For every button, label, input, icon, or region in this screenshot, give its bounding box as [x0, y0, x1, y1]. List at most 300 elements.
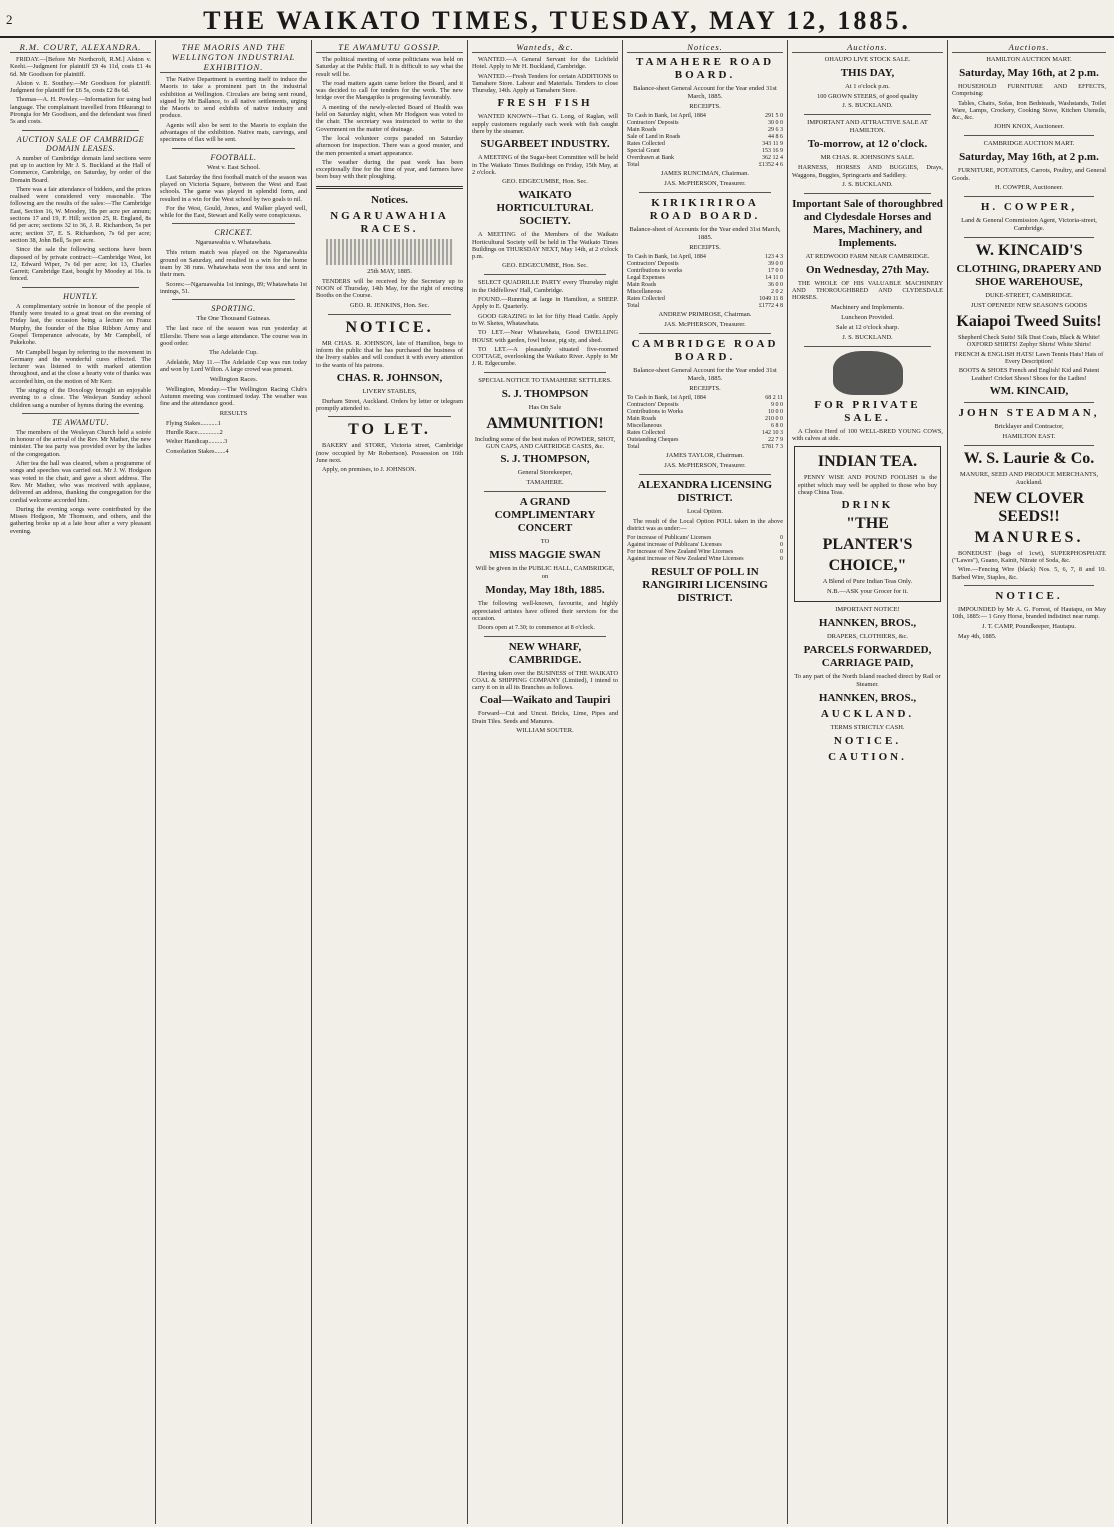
- tomorrow: To-morrow, at 12 o'clock.: [807, 138, 928, 151]
- account-amount: 2 0 2: [771, 289, 783, 295]
- rm-court-p2: Alston v. E. Southey.—Mr Goodison for plaintiff. Judgment for plaintiff for £6 5s, costs £2 8s 6d.: [10, 79, 151, 95]
- account-row: [627, 120, 783, 127]
- football-p1: Last Saturday the first football match of the season was played on Victoria Square, between the West and East schools. The game was played in splendid form, and resulted in a win for the West school by two goals to nil.: [160, 173, 307, 203]
- wanteds-heading: Wanteds, &c.: [472, 42, 618, 53]
- tea-the: "THE: [846, 515, 889, 533]
- auctions-heading: Auctions.: [952, 42, 1106, 53]
- account-amount: 30 0 0: [768, 120, 783, 126]
- receipts-label: RECEIPTS.: [689, 244, 721, 251]
- account-item: Contributions to works: [627, 268, 683, 274]
- machinery-text: THE WHOLE OF HIS VALUABLE MACHINERY AND THOROUGHBRED AND CLYDESDALE HORSES.: [792, 279, 943, 302]
- account-amount: 0: [780, 541, 783, 548]
- saturday-2: Saturday, May 16th, at 2 p.m.: [959, 151, 1099, 164]
- balance-sheet-title: Balance-sheet General Account for the Year ended 31st March, 1885.: [633, 367, 777, 382]
- concert-doors: Doors open at 7.30; to commence at 8 o'clock.: [478, 624, 595, 632]
- account-row: [627, 423, 783, 430]
- column-7: [948, 40, 1110, 1524]
- small-ad: GOOD GRAZING to let for fifty Head Cattle. Apply to W. Sketes, Whatawhata.: [472, 312, 618, 327]
- impounded: IMPOUNDED by Mr A. G. Forrest, of Hautapu, on May 10th, 1885:— 1 Grey Horse, branded indistinct near rump.: [952, 606, 1106, 621]
- sporting-p1: The last race of the season was run yesterday at Ellerslie. There was a large attendance. The course was in good order.: [160, 325, 307, 347]
- wednesday: On Wednesday, 27th May.: [806, 263, 929, 276]
- small-ad: SELECT QUADRILLE PARTY every Thursday night in the Oddfellows' Hall, Cambridge.: [472, 279, 618, 294]
- tamahere: TAMAHERE.: [526, 479, 564, 487]
- thoroughbred-heading: Important Sale of thoroughbred and Clydesdale Horses and Mares, Machinery, and Implements.: [792, 197, 943, 249]
- result-item: Flying Stakes...........1: [166, 419, 221, 427]
- johnson-sale: MR CHAS. R. JOHNSON'S SALE.: [820, 154, 915, 162]
- te-awamutu-p3: During the evening songs were contributed by the Misses Hodgson, Mr Thomson, and others, and the gathering broke up at a late hour after a very pleasant evening.: [10, 505, 151, 535]
- football-heading: FOOTBALL.: [210, 152, 257, 162]
- notice-name: CHAS. R. JOHNSON,: [336, 371, 443, 384]
- kincaid-sig: WM. KINCAID,: [989, 384, 1069, 397]
- divider: [639, 333, 771, 334]
- account-amount: 39 0 0: [768, 261, 783, 267]
- account-item: Rates Collected: [627, 141, 665, 147]
- account-total-row: [627, 162, 783, 169]
- account-row: [627, 268, 783, 275]
- kirikiriroa-heading: KIRIKIRIROA ROAD BOARD.: [649, 197, 761, 222]
- coal-heading: Coal—Waikato and Taupiri: [479, 694, 611, 707]
- balance-sheet-title: Balance-sheet of Accounts for the Year ended 31st March, 1885.: [629, 226, 781, 241]
- column-6: [788, 40, 948, 1524]
- kaiapoi-heading: Kaiapoi Tweed Suits!: [956, 313, 1102, 331]
- newspaper-title: THE WAIKATO TIMES, TUESDAY, MAY 12, 1885.: [203, 6, 911, 35]
- parcels-desc: To any part of the North Island reached direct by Rail or Steamer.: [794, 673, 941, 689]
- account-row: [627, 254, 783, 261]
- gossip-p1: The political meeting of some politicians was held on Saturday at the Public Hall. It is difficult to say what the result will be.: [316, 56, 463, 78]
- divider: [172, 148, 295, 149]
- races-date: 25th MAY, 1885.: [367, 267, 412, 275]
- account-amount: 1049 11 8: [759, 296, 783, 302]
- ammunition-desc: Including some of the best makes of POWDER, SHOT, GUN CAPS, AND CARTRIDGE CASES, &c.: [474, 435, 616, 451]
- notices-heading: Notices.: [371, 193, 408, 206]
- races-heading: NGARUAWAHIA RACES.: [330, 209, 449, 235]
- notice-heading: NOTICE.: [833, 735, 902, 748]
- tea-ask: N.B.—ASK your Grocer for it.: [826, 588, 909, 596]
- gossip-p3: A meeting of the newly-elected Board of Health was held on Saturday night, when Mr Hodgson was voted to the chair. The secretary was instructed to write to the Government on the matter of drainage.: [316, 103, 463, 133]
- votes-table: [627, 535, 783, 563]
- clothing-heading: CLOTHING, DRAPERY AND SHOE WAREHOUSE,: [956, 263, 1102, 289]
- indian-tea-heading: INDIAN TEA.: [817, 453, 918, 471]
- household-items: Tables, Chairs, Sofas, Iron Bedsteads, Washstands, Toilet Ware, Lamps, Crockery, Cooking Stove, Kitchen Utensils, &c., &c.: [952, 99, 1106, 122]
- tolet-heading: TO LET.: [348, 421, 431, 439]
- tea-choice: CHOICE,": [828, 557, 907, 575]
- storekeeper: General Storekeeper,: [517, 469, 573, 477]
- account-item: Special Grant: [627, 148, 660, 154]
- account-row: [627, 282, 783, 289]
- rangiriri-heading: RESULT OF POLL IN RANGIRIRI LICENSING DISTRICT.: [642, 565, 768, 604]
- caution-heading: CAUTION.: [828, 751, 907, 764]
- hannken-heading: HANNKEN, BROS.,: [818, 617, 917, 630]
- t3-sig1: JAMES TAYLOR, Chairman.: [666, 452, 744, 459]
- laurie-sub: MANURE, SEED AND PRODUCE MERCHANTS, Auckland.: [959, 470, 1099, 486]
- page-columns: [6, 40, 1110, 1524]
- steers: 100 GROWN STEERS, of good quality: [817, 93, 918, 100]
- account-item: Rates Collected: [627, 430, 665, 436]
- te-awamutu-p1: The members of the Wesleyan Church held a soirée in honour of the arrival of the Rev. Mr Mather, the new minister. The tea party was provided over by the ladies of the congregation.: [10, 428, 151, 458]
- hautapu-sig: J. T. CAMP, Poundkeeper, Hautapu.: [982, 622, 1076, 630]
- account-item: Miscellaneous: [627, 423, 662, 429]
- account-amount: 10 0 0: [768, 409, 783, 415]
- small-ad: TO LET.—A pleasantly situated five-roomed COTTAGE, overlooking the Waikato River. Apply to Mr J. R. Edgecumbe.: [472, 345, 618, 368]
- account-amount: 36 0 0: [768, 282, 783, 288]
- account-row: [627, 148, 783, 155]
- sporting-sub3: Wellington Races.: [209, 375, 258, 383]
- maoris-exhibition-heading: THE MAORIS AND THE WELLINGTON INDUSTRIAL EXHIBITION.: [160, 42, 307, 73]
- furniture: FURNITURE, POTATOES, Carrots, Poultry, and General Goods.: [952, 167, 1106, 182]
- tea-planters: PLANTER'S: [822, 536, 913, 554]
- hannken-heading-2: HANNKEN, BROS.,: [818, 692, 917, 705]
- sugarbeet-heading: SUGARBEET INDUSTRY.: [480, 138, 610, 151]
- t2-sig2: JAS. McPHERSON, Treasurer.: [664, 321, 746, 328]
- account-item: Contributions to Works: [627, 409, 684, 415]
- account-amount: 22 7 9: [768, 437, 783, 443]
- divider: [964, 585, 1094, 586]
- rm-court-heading: R.M. COURT, ALEXANDRA.: [10, 42, 151, 53]
- gossip-p5: The weather during the past week has been exceptionally fine for the time of year, and farmers have been busy with their ploughing.: [316, 158, 463, 181]
- sporting-p2: Adelaide, May 11.—The Adelaide Cup was run today and won by Lord Wilton. A large crowd was present.: [160, 359, 307, 374]
- cambridge-road-heading: CAMBRIDGE ROAD BOARD.: [631, 338, 779, 363]
- auction-p1: A number of Cambridge domain land sections were put up to auction by Mr J. S. Buckland at the Hall of Commerce, Cambridge, on Saturday, by order of the Domain Board.: [10, 154, 151, 184]
- account-amount: 0: [780, 548, 783, 555]
- account-amount: 0: [780, 555, 783, 562]
- results-heading: RESULTS: [219, 409, 248, 417]
- auctions-heading: Auctions.: [792, 42, 943, 53]
- cowper-heading: H. COWPER,: [980, 201, 1078, 214]
- account-item: For increase of Publicans' Licenses: [627, 534, 712, 541]
- cricket-sub: Ngaruawahia v. Whatawhata.: [195, 239, 272, 247]
- auction-p2: There was a fair attendance of bidders, and the prices realised were considered very reasonable. The following are the results of the sales:—The Cambridge East, Section 16, W. Moodey, 18s per acre per annum; sections 17 and 19, F. Hill; section 25, R. England, 8s 6d per acre; sections 32 to 36, J. R. Richardson, 5s per acre; section 37, E. S. Richardson, 7s 6d per acre; section 38, John Bell, 5s per acre.: [10, 185, 151, 244]
- account-row: [627, 549, 783, 556]
- account-item: Total: [627, 162, 640, 168]
- result-item: Hurdle Race..............2: [166, 428, 223, 436]
- account-amount: 44 8 6: [768, 134, 783, 140]
- divider: [172, 223, 295, 224]
- indian-tea-ad: [794, 446, 941, 602]
- account-amount: 123 4 3: [765, 254, 783, 260]
- account-amount: 210 0 0: [765, 416, 783, 422]
- kirikiriroa-receipts-table: [627, 254, 783, 310]
- page-number: 2: [6, 12, 13, 27]
- divider: [172, 299, 295, 300]
- result-item: Consolation Stakes.......4: [166, 447, 229, 455]
- hats: FRENCH & ENGLISH HATS! Lawn Tennis Hats! Hats of Every Description!: [954, 350, 1104, 365]
- t1-sig1: JAMES RUNCIMAN, Chairman.: [660, 170, 750, 177]
- buckland-sig: J. S. BUCKLAND.: [842, 102, 893, 110]
- notice-heading: NOTICE.: [995, 590, 1063, 603]
- sporting-p3: Wellington, Monday.—The Wellington Racing Club's Autumn meeting was continued today. The weather was fine and the attendance good.: [160, 385, 307, 408]
- concert-where: Will be given in the PUBLIC HALL, CAMBRIDGE, on: [475, 565, 615, 581]
- account-amount: 0: [780, 534, 783, 541]
- account-row: [627, 113, 783, 120]
- account-row: [627, 416, 783, 423]
- account-item: For increase of New Zealand Wine Licenses: [627, 548, 734, 555]
- horticultural-sig: GEO. EDGECUMBE, Hon. Sec.: [502, 262, 588, 270]
- account-item: Rates Collected: [627, 296, 665, 302]
- clover-heading: NEW CLOVER SEEDS!!: [973, 489, 1085, 525]
- wire-desc: Wire.—Fencing Wire (black) Nos. 5, 6, 7, 8 and 10. Barbed Wire, Staples, &c.: [952, 566, 1106, 581]
- sugarbeet-body: A MEETING of the Sugar-beet Committee will be held in The Waikato Times Buildings on Friday, 15th May, at 2 o'clock.: [472, 154, 618, 176]
- saturday: Saturday, May 16th, at 2 p.m.: [959, 67, 1099, 79]
- account-row: [627, 437, 783, 444]
- masthead: [0, 0, 1114, 38]
- notices-heading: Notices.: [627, 42, 783, 53]
- te-awamutu-heading: TE AWAMUTU.: [52, 417, 109, 427]
- account-item: Outstanding Cheques: [627, 437, 679, 443]
- harness-text: HARNESS, HORSES AND BUGGIES, Drays, Waggons, Buggies, Springcarts and Saddlery.: [792, 164, 943, 179]
- cricket-heading: CRICKET.: [214, 228, 253, 238]
- thompson-name: S. J. THOMPSON: [501, 387, 589, 400]
- divider: [964, 135, 1094, 136]
- notice-p1: MR CHAS. R. JOHNSON, late of Hamilton, begs to inform the public that he has purchased the business of the livery stables and will conduct it with every attention to the wants of his patrons.: [316, 339, 463, 369]
- huntly-p3: The singing of the Doxology brought an enjoyable evening to a close. The Wesleyan Sunday school children sang a number of hymns during the evening.: [10, 386, 151, 409]
- column-4: [468, 40, 623, 1524]
- account-item: Contractors' Deposits: [627, 261, 679, 267]
- household-heading: HOUSEHOLD FURNITURE AND EFFECTS, Comprising:: [952, 83, 1106, 98]
- divider: [484, 372, 606, 373]
- divider: [484, 491, 606, 492]
- duke-street: DUKE-STREET, CAMBRIDGE.: [985, 292, 1073, 300]
- fresh-fish-heading: FRESH FISH: [497, 97, 593, 110]
- huntly-p1: A complimentary soirée in honour of the people of Huntly were treated to a great treat on the evening of Friday last, the occasion being a lecture on Franz Murphy, the founder of the Blue Ribbon Army and Gospel Temperance advocate, by Mr Campbell, of Pukekohe.: [10, 302, 151, 347]
- account-item: Legal Expenses: [627, 275, 665, 281]
- cricket-p1: This return match was played on the Ngaruawahia ground on Saturday, and resulted in a win for the home team by 38 runs. Whatawhata won the toss and sent in their men.: [160, 249, 307, 279]
- account-row: [627, 402, 783, 409]
- kincaid-heading: W. KINCAID'S: [975, 242, 1083, 260]
- thompson-name-2: S. J. THOMPSON,: [500, 453, 590, 466]
- sugarbeet-sig: GEO. EDGECUMBE, Hon. Sec.: [502, 178, 588, 186]
- private-sale-heading: FOR PRIVATE SALE.: [814, 398, 921, 424]
- account-item: Main Roads: [627, 416, 657, 422]
- ammunition-heading: AMMUNITION!: [486, 414, 604, 432]
- wanted-1: WANTED.—A General Servant for the Lichfield Hotel. Apply to Mr H. Buckland, Cambridge.: [472, 56, 618, 71]
- divider: [964, 237, 1094, 238]
- manures-desc: BONEDUST (bags of 1cwt), SUPERPHOSPHATE ("Lawes"), Guano, Kainit, Nitrate of Soda, &c.: [952, 549, 1106, 565]
- maoris-p1: The Native Department is exerting itself to induce the Maoris to take a prominent part in the industrial exhibition at Wellington. Circulars are being sent round, signed by Mr Ballance, to all native settlements, urging the Maoris to send exhibits of native industry and produce.: [160, 76, 307, 120]
- drapers: DRAPERS, CLOTHIERS, &c.: [826, 633, 909, 641]
- account-amount: £781 7 3: [762, 444, 783, 450]
- account-item: Contractors' Deposits: [627, 402, 679, 408]
- notice-heading: NOTICE.: [345, 318, 434, 336]
- column-2: [156, 40, 312, 1524]
- this-day: THIS DAY,: [840, 67, 895, 79]
- account-row: [627, 395, 783, 402]
- receipts-label: RECEIPTS.: [689, 385, 721, 392]
- sporting-sub2: The Adelaide Cup.: [209, 349, 258, 357]
- divider: [22, 287, 139, 288]
- column-5: [623, 40, 788, 1524]
- huntly-heading: HUNTLY.: [63, 291, 98, 301]
- bricklayer: Bricklayer and Contractor,: [994, 422, 1064, 430]
- boots: BOOTS & SHOES French and English! Kid and Patent Leather! Cricket Shoes! Shoes for the Ladies!: [958, 367, 1100, 382]
- knox-sig: JOHN KNOX, Auctioneer.: [993, 123, 1065, 131]
- redwood: AT REDWOOD FARM NEAR CAMBRIDGE.: [805, 252, 930, 260]
- account-item: Against increase of New Zealand Wine Licenses: [627, 555, 744, 562]
- luncheon: Luncheon Provided.: [841, 313, 894, 321]
- account-row: [627, 409, 783, 416]
- wharf-body: Having taken over the BUSINESS of THE WAIKATO COAL & SHIPPING COMPANY (Limited), I intend to carry it on in all its Branches as follows.: [472, 669, 618, 692]
- gossip-p4: The local volunteer corps paraded on Saturday afternoon for inspection. There was a good muster, and the men presented a smart appearance.: [316, 134, 463, 157]
- concert-who: MISS MAGGIE SWAN: [489, 549, 601, 562]
- sale-time: Sale at 12 o'clock sharp.: [835, 323, 900, 331]
- account-item: Contractors' Deposits: [627, 120, 679, 126]
- football-sub: West v. East School.: [206, 163, 261, 171]
- account-amount: 362 12 4: [762, 155, 783, 161]
- local-option-heading: Local Option.: [686, 508, 724, 515]
- t2-sig1: ANDREW PRIMROSE, Chairman.: [658, 311, 752, 318]
- cowper-sub: Land & General Commission Agent, Victoria-street, Cambridge.: [961, 217, 1097, 233]
- football-p2: For the West, Gould, Jones, and Walker played well, while for the East, Stewart and Kelly were conspicuous.: [160, 204, 307, 220]
- divider: [484, 636, 606, 637]
- concert-date: Monday, May 18th, 1885.: [485, 584, 605, 597]
- auction-p3: Since the sale the following sections have been disposed of by private contract:—Cambridge West, lot 12, Edward Wiper, 7s 6d per acre; lot 13, Charles Garrett; Cambridge East, bought by Moodey at 16s. is fenced.: [10, 246, 151, 283]
- account-item: Miscellaneous: [627, 289, 662, 295]
- divider: [804, 346, 931, 347]
- account-row: [627, 134, 783, 141]
- account-item: Total: [627, 303, 640, 309]
- at-time: At 1 o'clock p.m.: [845, 83, 890, 90]
- tea-blend: A Blend of Pure Indian Teas Only.: [822, 578, 913, 586]
- result-item: Welter Handicap..........3: [166, 438, 228, 446]
- machinery-heading: Machinery and Implements.: [830, 303, 905, 311]
- account-row: [627, 155, 783, 162]
- small-ad: TO LET.—Near Whatawhata, Good DWELLING HOUSE with garden, fowl house, pig sty, and shed.: [472, 329, 618, 344]
- cowper-sig: H. COWPER, Auctioneer.: [994, 184, 1064, 192]
- divider: [639, 474, 771, 475]
- local-option-text: The result of the Local Option POLL taken in the above district was as under:—: [627, 518, 783, 533]
- account-row: [627, 556, 783, 563]
- divider: [328, 416, 451, 417]
- concert-heading: A GRAND COMPLIMENTARY CONCERT: [494, 496, 596, 535]
- receipts-label: RECEIPTS.: [689, 103, 721, 110]
- account-row: [627, 289, 783, 296]
- account-amount: 17 0 0: [768, 268, 783, 274]
- column-1: [6, 40, 156, 1524]
- cambridge-receipts-table: [627, 395, 783, 451]
- account-amount: 153 16 9: [762, 148, 783, 154]
- horticultural-heading: WAIKATO HORTICULTURAL SOCIETY.: [496, 189, 594, 228]
- concert-body: The following well-known, favourite, and highly appreciated artistes have offered their services for the occasion.: [472, 600, 618, 622]
- cow-illustration: [833, 351, 903, 395]
- account-total-row: [627, 303, 783, 310]
- account-amount: 29 6 3: [768, 127, 783, 133]
- ohaupo-heading: OHAUPO LIVE STOCK SALE.: [824, 56, 911, 63]
- horse-race-illustration: [326, 239, 453, 265]
- divider: [639, 192, 771, 193]
- horticultural-body: A MEETING of the Members of the Waikato Horticultural Society will be held in The Waikato Times Buildings on THURSDAY NEXT, May 14th, at 2 o'clock p.m.: [472, 231, 618, 261]
- huntly-p2: Mr Campbell began by referring to the movement in Germany and the wonderful cures effected. The lecturer was listened to with marked attention throughout, and at the close a hearty vote of thanks was accorded him, on the motion of Mr Kerr.: [10, 348, 151, 385]
- account-item: Main Roads: [627, 127, 657, 133]
- te-awamutu-p2: After tea the hall was cleared, when a programme of songs and speeches was carried out. Mr J. W. Hodgson was voted to the chair, and gave a short address. The Rev. Mr Mather, who was received with applause, delivered an address, thanking the congregation for the cordial welcome accorded him.: [10, 460, 151, 504]
- notice-p2: Durham Street, Auckland. Orders by letter or telegram promptly attended to.: [316, 397, 463, 413]
- account-amount: £1772 4 8: [759, 303, 783, 309]
- coal-body: Forward—Cut and Uncut. Bricks, Lime, Pipes and Drain Tiles. Seeds and Manures.: [472, 710, 618, 725]
- divider: [804, 114, 931, 115]
- divider: [22, 413, 139, 414]
- account-row: [627, 296, 783, 303]
- account-item: Against increase of Publicans' Licenses: [627, 541, 722, 548]
- impound-date: May 4th, 1885.: [958, 632, 997, 640]
- account-row: [627, 535, 783, 542]
- sporting-sub1: The One Thousand Guineas.: [196, 315, 271, 323]
- races-sig: GEO. R. JENKINS, Hon. Sec.: [349, 301, 430, 309]
- account-amount: £1352 4 6: [759, 162, 783, 168]
- account-row: [627, 542, 783, 549]
- parcels: PARCELS FORWARDED, CARRIAGE PAID,: [803, 644, 932, 670]
- account-item: Total: [627, 444, 640, 450]
- souter-sig: WILLIAM SOUTER.: [516, 726, 574, 734]
- hamilton-auction-heading: HAMILTON AUCTION MART.: [986, 56, 1072, 63]
- account-row: [627, 127, 783, 134]
- notice-sub: LIVERY STABLES,: [362, 387, 417, 395]
- has-on-sale: Has On Sale: [528, 403, 562, 411]
- divider: [484, 274, 606, 275]
- column-3: [312, 40, 468, 1524]
- account-item: Overdrawn at Bank: [627, 155, 674, 161]
- maoris-p2: Agents will also be sent to the Maoris to explain the advantages of the exhibition. Native mats, carvings, and specimens of flax will be sent.: [160, 121, 307, 144]
- tea-quote: PENNY WISE AND POUND FOOLISH is the epithet which may well be applied to those who buy cheap China Teas.: [798, 474, 937, 496]
- important-sale: IMPORTANT AND ATTRACTIVE SALE AT HAMILTON.: [807, 119, 928, 135]
- rm-court-p3: Thomas—A. H. Powley.—Information for using bad language. The complainant travelled from Hikurangi to Pirongia for Mr Goodison, and the defendant was fined 5s and costs.: [10, 96, 151, 126]
- account-amount: 6 8 0: [771, 423, 783, 429]
- auction-heading: AUCTION SALE OF CAMBRIDGE DOMAIN LEASES.: [16, 134, 145, 153]
- account-total-row: [627, 444, 783, 451]
- hamilton-east: HAMILTON EAST.: [1002, 432, 1056, 440]
- divider: [328, 314, 451, 315]
- account-row: [627, 275, 783, 282]
- tamahere-notice-heading: SPECIAL NOTICE TO TAMAHERE SETTLERS.: [478, 376, 612, 384]
- manures-heading: MANURES.: [974, 528, 1084, 546]
- drink: DRINK: [841, 499, 894, 512]
- tolet-p2: Apply, on premises, to J. JOHNSON.: [322, 466, 417, 474]
- wanted-2: WANTED.—Fresh Tenders for certain ADDITIONS to Tamahere Store. Labour and Materials. Tenders to close Thursday, 14th. Apply at Tamahere Store.: [472, 72, 618, 95]
- divider: [804, 193, 931, 194]
- races-p1: TENDERS will be received by the Secretary up to NOON of Thursday, 14th May, for the right of erecting Booths on the Course.: [316, 277, 463, 300]
- account-amount: 142 10 3: [762, 430, 783, 436]
- tolet-p1: BAKERY and STORE, Victoria street, Cambridge (now occupied by Mr Robertson). Possession on 16th June next.: [316, 442, 463, 465]
- account-amount: 9 0 0: [771, 402, 783, 408]
- account-amount: 68 2 11: [765, 395, 783, 401]
- account-item: To Cash in Bank, 1st April, 1884: [627, 254, 706, 260]
- divider: [22, 130, 139, 131]
- account-amount: 291 5 0: [765, 113, 783, 119]
- account-item: Sale of Land in Roads: [627, 134, 681, 140]
- cricket-p2: Scores:—Ngaruawahia 1st innings, 89; Whatawhata 1st innings, 51.: [160, 280, 307, 295]
- account-item: To Cash in Bank, 1st April, 1884: [627, 113, 706, 119]
- account-amount: 14 11 0: [765, 275, 783, 281]
- tamahere-receipts-table: [627, 113, 783, 169]
- terms: TERMS STRICTLY CASH.: [830, 724, 905, 732]
- account-amount: 343 11 9: [762, 141, 783, 147]
- account-row: [627, 261, 783, 268]
- licensing-heading: ALEXANDRA LICENSING DISTRICT.: [637, 479, 773, 504]
- shirts: Shepherd Check Suits! Silk Dust Coats, Black & White! OXFORD SHIRTS! Zephyr Shirts! White Shirts!: [957, 334, 1101, 349]
- buckland-sig: J. S. BUCKLAND.: [842, 333, 893, 341]
- concert-to: TO: [540, 538, 550, 546]
- t3-sig2: JAS. McPHERSON, Treasurer.: [664, 462, 746, 469]
- gossip-p2: The road matters again came before the Board, and it was decided to call for tenders for the work. The new bridge over the Mangapiko is progressing favourably.: [316, 79, 463, 102]
- divider: [964, 196, 1094, 197]
- balance-sheet-title: Balance-sheet General Account for the Year ended 31st March, 1885.: [633, 85, 777, 100]
- wharf-heading: NEW WHARF, CAMBRIDGE.: [508, 640, 582, 666]
- rm-court-p1: FRIDAY.—[Before Mr Northcroft, R.M.] Alston v. Keehi.—Judgment for plaintiff £9 4s 11d, costs £1 4s 6d. Mr Goodison for plaintiff.: [10, 56, 151, 78]
- gossip-heading: TE AWAMUTU GOSSIP.: [316, 42, 463, 53]
- account-item: Main Roads: [627, 282, 657, 288]
- account-item: To Cash in Bank, 1st April, 1884: [627, 395, 706, 401]
- tamahere-road-heading: TAMAHERE ROAD BOARD.: [635, 56, 775, 81]
- divider: [964, 445, 1094, 446]
- auckland: AUCKLAND.: [820, 708, 915, 721]
- just-opened: JUST OPENED! NEW SEASON'S GOODS: [970, 302, 1088, 310]
